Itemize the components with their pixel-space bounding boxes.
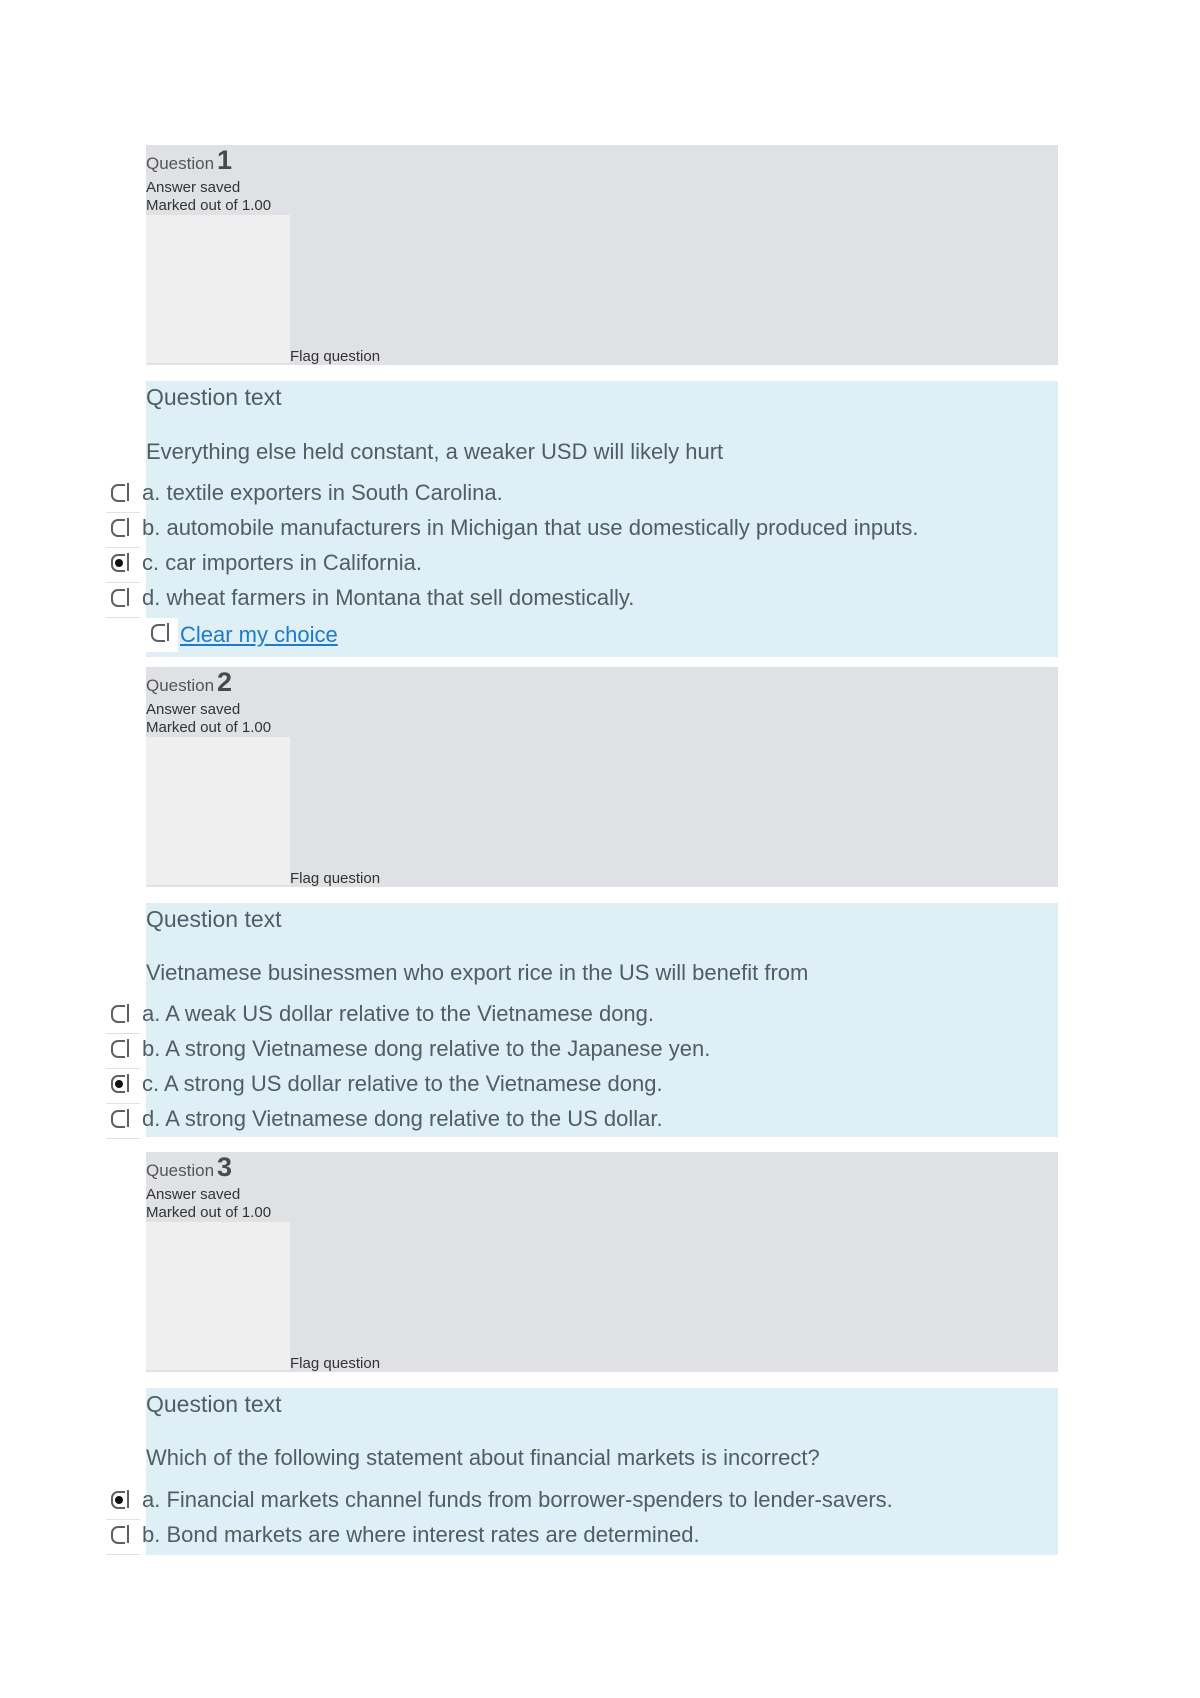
clear-my-choice-link[interactable]: Clear my choice [180, 622, 338, 647]
radio-cell [106, 513, 140, 548]
radio-button[interactable] [111, 1526, 125, 1544]
option-label[interactable]: b. Bond markets are where interest rates are determined. [142, 1522, 700, 1547]
answer-option[interactable] [106, 478, 1058, 508]
answer-option[interactable] [106, 548, 1058, 578]
question-text: Vietnamese businessmen who export rice in the US will benefit from [146, 960, 809, 985]
answer-option[interactable] [106, 1034, 1058, 1064]
radio-cell [106, 583, 140, 618]
radio-button-checked[interactable] [111, 1075, 125, 1093]
question-text-heading: Question text [146, 1391, 282, 1417]
radio-button-checked[interactable] [111, 554, 125, 572]
radio-button[interactable] [111, 519, 125, 537]
option-label[interactable]: a. textile exporters in South Carolina. [142, 480, 503, 505]
answer-state: Answer saved [146, 1186, 241, 1203]
option-label[interactable]: b. A strong Vietnamese dong relative to the Japanese yen. [142, 1036, 711, 1061]
radio-cell [146, 618, 178, 652]
clear-choice-row[interactable] [146, 618, 546, 656]
question-text-heading: Question text [146, 906, 282, 932]
answer-option[interactable] [106, 1104, 1058, 1134]
answer-state: Answer saved [146, 701, 241, 718]
option-label[interactable]: c. A strong US dollar relative to the Vietnamese dong. [142, 1071, 663, 1096]
answer-option[interactable] [106, 513, 1058, 543]
radio-cell [106, 1485, 140, 1520]
question-number: Question 2 [146, 667, 233, 697]
option-label[interactable]: d. A strong Vietnamese dong relative to the US dollar. [142, 1106, 663, 1131]
grade-info: Marked out of 1.00 [146, 1204, 272, 1221]
radio-button[interactable] [111, 484, 125, 502]
flag-question-link[interactable]: Flag question [290, 348, 381, 365]
radio-cell [106, 478, 140, 513]
question-3-info [146, 1152, 1058, 1372]
grade-info: Marked out of 1.00 [146, 197, 272, 214]
flag-question-link[interactable]: Flag question [290, 1355, 381, 1372]
option-label[interactable]: a. A weak US dollar relative to the Vietnamese dong. [142, 1001, 655, 1026]
answer-option[interactable] [106, 1485, 1058, 1515]
answer-option[interactable] [106, 583, 1058, 613]
answer-option[interactable] [106, 999, 1058, 1029]
option-label[interactable]: d. wheat farmers in Montana that sell domestically. [142, 585, 635, 610]
option-label[interactable]: b. automobile manufacturers in Michigan that use domestically produced inputs. [142, 515, 919, 540]
option-label[interactable]: c. car importers in California. [142, 550, 422, 575]
radio-cell [106, 1104, 140, 1139]
radio-button[interactable] [111, 1040, 125, 1058]
answer-option[interactable] [106, 1520, 1058, 1550]
option-label[interactable]: a. Financial markets channel funds from borrower-spenders to lender-savers. [142, 1487, 893, 1512]
clear-radio-button[interactable] [151, 624, 165, 642]
question-2-info [146, 667, 1058, 887]
answer-state: Answer saved [146, 179, 241, 196]
radio-cell [106, 999, 140, 1034]
radio-cell [106, 1069, 140, 1104]
question-text: Everything else held constant, a weaker USD will likely hurt [146, 439, 724, 464]
question-text-heading: Question text [146, 384, 282, 410]
radio-cell [106, 548, 140, 583]
radio-button-checked[interactable] [111, 1491, 125, 1509]
radio-cell [106, 1520, 140, 1555]
flag-question-link[interactable]: Flag question [290, 870, 381, 887]
question-1-info [146, 145, 1058, 365]
radio-button[interactable] [111, 1110, 125, 1128]
flag-icon[interactable] [146, 215, 290, 363]
radio-button[interactable] [111, 1005, 125, 1023]
question-number: Question 3 [146, 1152, 233, 1182]
flag-icon[interactable] [146, 1222, 290, 1370]
radio-button[interactable] [111, 589, 125, 607]
grade-info: Marked out of 1.00 [146, 719, 272, 736]
flag-icon[interactable] [146, 737, 290, 885]
question-text: Which of the following statement about financial markets is incorrect? [146, 1445, 820, 1470]
answer-option[interactable] [106, 1069, 1058, 1099]
question-number: Question 1 [146, 145, 233, 175]
radio-cell [106, 1034, 140, 1069]
